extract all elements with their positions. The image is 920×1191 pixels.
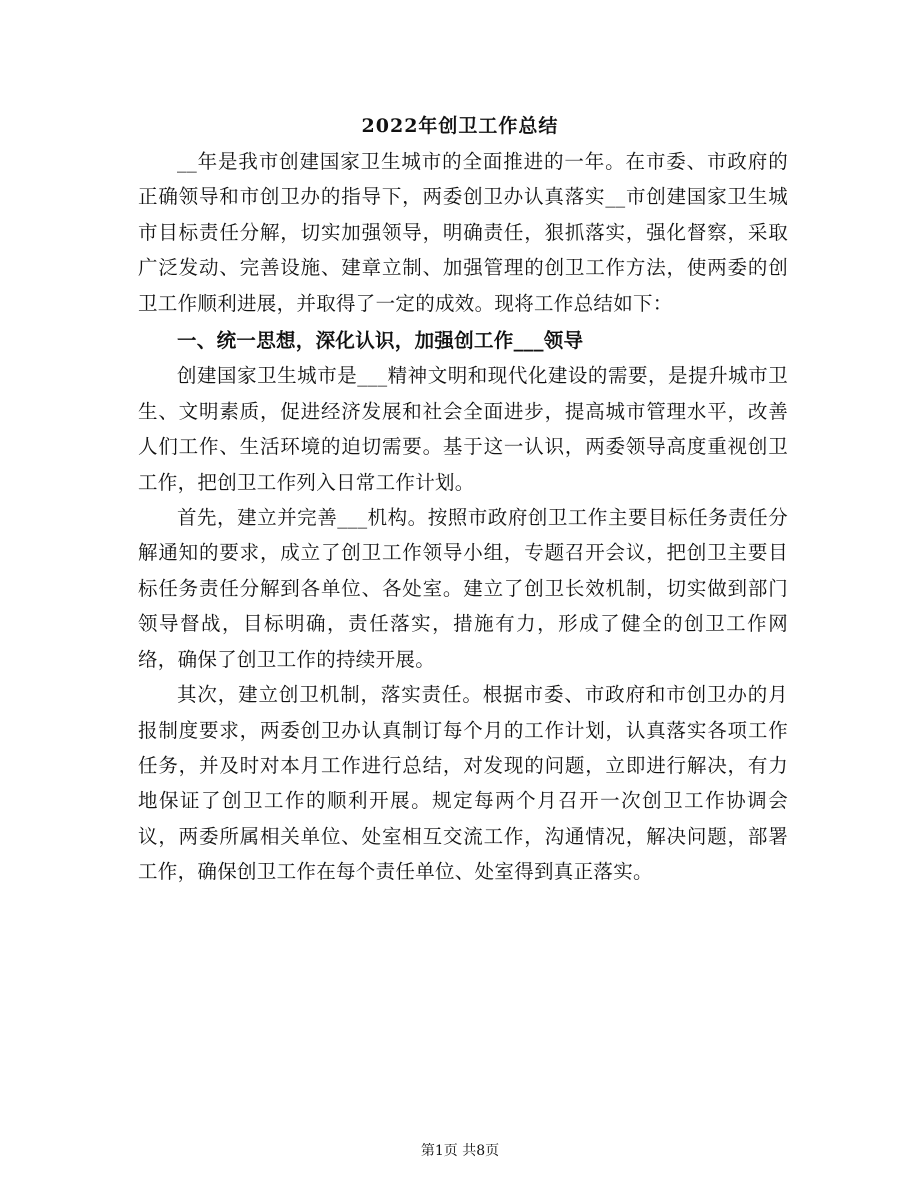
paragraph-section1-intro: 创建国家卫生城市是___精神文明和现代化建设的需要，是提升城市卫生、文明素质，促进经济发展和社会全面进步，提高城市管理水平，改善人们工作、生活环境的迫切需要。基于这一认识，两委领导高度重视创卫工作，把创卫工作列入日常工作计划。 — [138, 364, 788, 494]
paragraph-second-measure: 其次，建立创卫机制，落实责任。根据市委、市政府和市创卫办的月报制度要求，两委创卫办认真制订每个月的工作计划，认真落实各项工作任务，并及时对本月工作进行总结，对发现的问题，立即进行解决，有力地保证了创卫工作的顺利开展。规定每两个月召开一次创卫工作协调会议，两委所属相关单位、处室相互交流工作，沟通情况，解决问题，部署工作，确保创卫工作在每个责任单位、处室得到真正落实。 — [138, 683, 788, 884]
paragraph-intro: __年是我市创建国家卫生城市的全面推进的一年。在市委、市政府的正确领导和市创卫办的指导下，两委创卫办认真落实__市创建国家卫生城市目标责任分解，切实加强领导，明确责任，狠抓落实，强化督察，采取广泛发动、完善设施、建章立制、加强管理的创卫工作方法，使两委的创卫工作顺利进展，并取得了一定的成效。现将工作总结如下： — [138, 150, 788, 315]
section-heading-1: 一、统一思想，深化认识，加强创工作___领导 — [177, 329, 584, 353]
page-footer: 第1页 共8页 — [420, 1143, 500, 1159]
document-title: 2022年创卫工作总结 — [361, 115, 559, 137]
paragraph-first-measure: 首先，建立并完善___机构。按照市政府创卫工作主要目标任务责任分解通知的要求，成立了创卫工作领导小组，专题召开会议，把创卫主要目标任务责任分解到各单位、各处室。建立了创卫长效机制，切实做到部门领导督战，目标明确，责任落实，措施有力，形成了健全的创卫工作网络，确保了创卫工作的持续开展。 — [138, 506, 788, 671]
document-body — [138, 144, 788, 890]
